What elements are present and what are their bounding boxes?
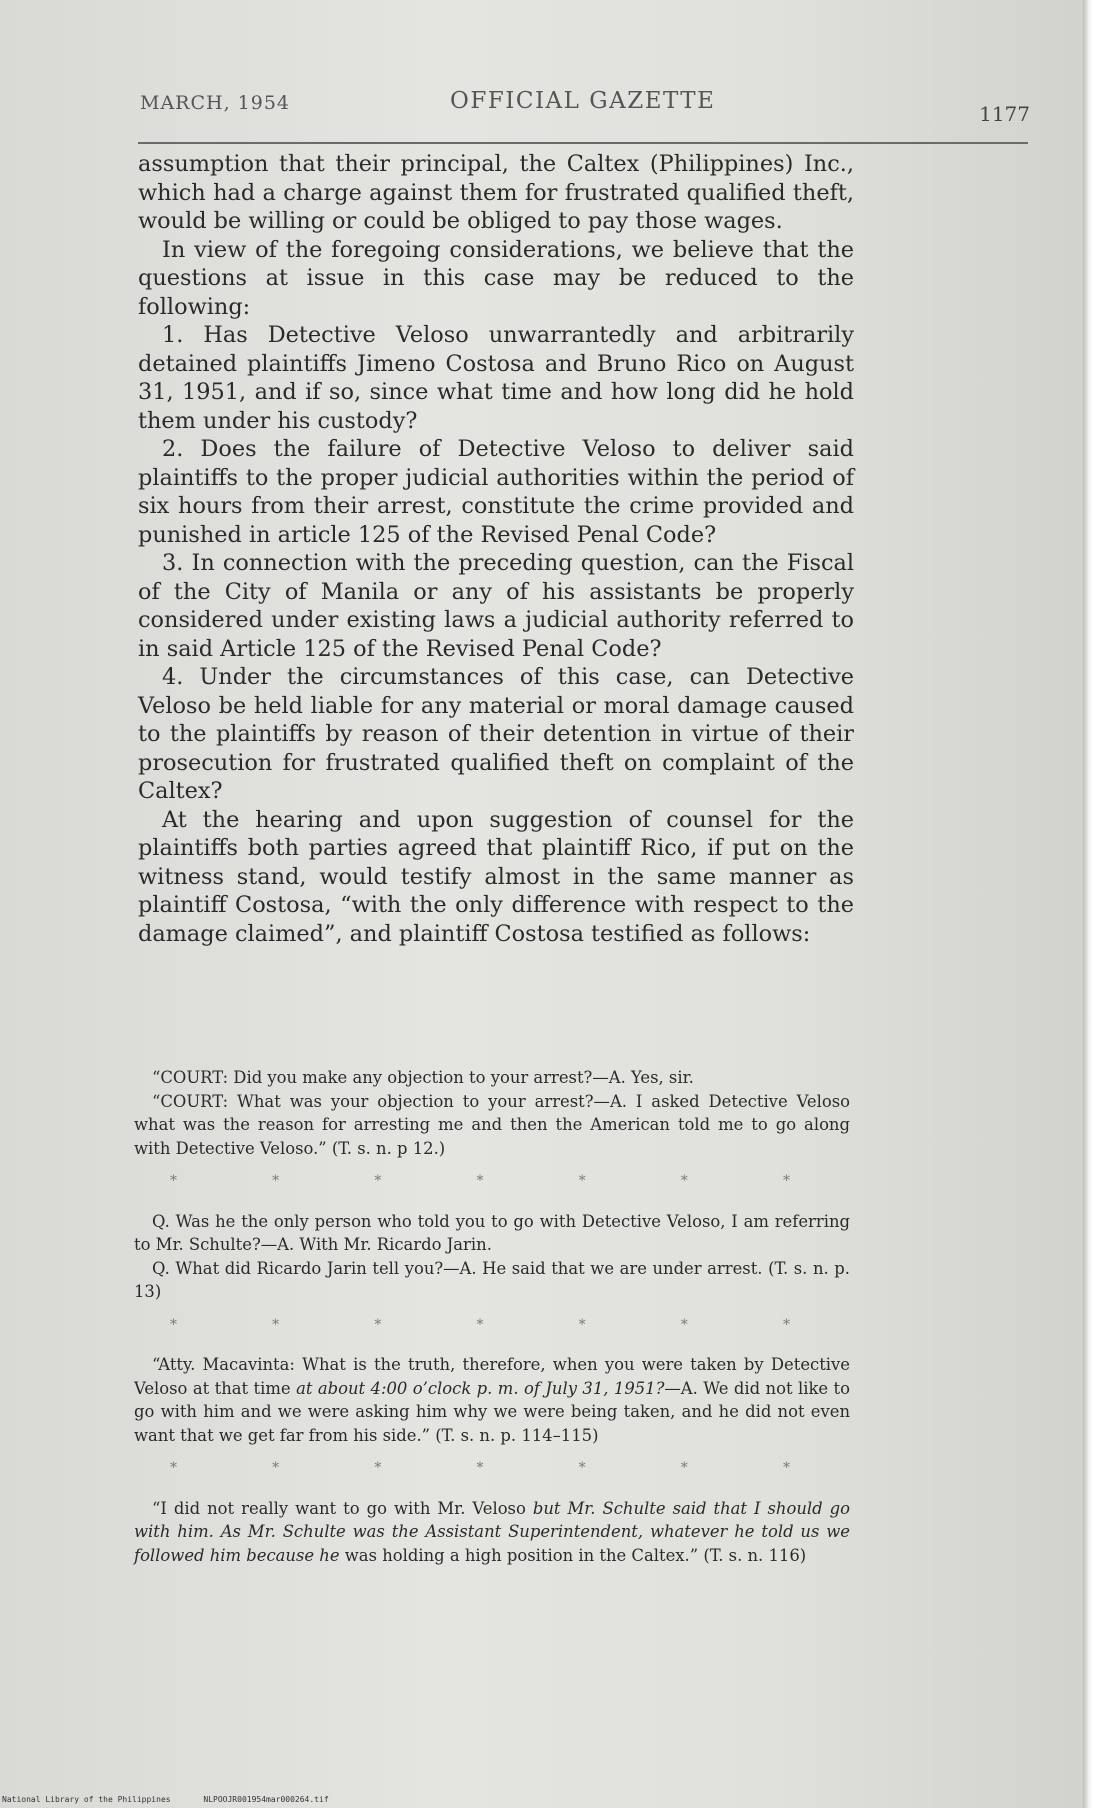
question-2: 2. Does the failure of Detective Veloso to deliver said plaintiffs to the proper judicial authorities within the period of six hours from their arrest, constitute the crime provided and punished in article 125 of the Revised Penal Code? — [138, 436, 854, 548]
asterisk: * — [374, 1173, 382, 1189]
asterisk: * — [782, 1460, 790, 1476]
running-header — [140, 88, 1030, 128]
page-edge — [1083, 0, 1093, 1808]
ellipsis-separator — [134, 1457, 850, 1481]
asterisk: * — [782, 1173, 790, 1189]
asterisk: * — [680, 1316, 688, 1333]
paragraph: At the hearing and upon suggestion of counsel for the plaintiffs both parties agreed that plaintiff Rico, if put on the witness stand, would testify almost in the same manner as plaintiff Costosa, “with the only difference with respect to the damage claimed”, and plaintiff Costosa testified as follows: — [138, 806, 854, 947]
asterisk: * — [476, 1316, 484, 1333]
issue-date: MARCH, 1954 — [140, 92, 291, 114]
asterisk: * — [374, 1316, 382, 1333]
library-credit: National Library of the Philippines — [2, 1795, 171, 1804]
asterisk: * — [272, 1316, 280, 1333]
testimony-line — [134, 1353, 850, 1447]
file-name: NLPOOJR001954mar000264.tif — [203, 1795, 329, 1804]
testimony-text: “Atty. Macavinta: What is the truth, therefore, when you were taken by Detective Veloso at that time — [134, 1355, 850, 1398]
question-3: 3. In connection with the preceding question, can the Fiscal of the City of Manila or any of his assistants be properly considered under existing laws a judicial authority referred to in said Article 125 of the Revised Penal Code? — [138, 550, 854, 662]
asterisk: * — [272, 1173, 280, 1189]
testimony-italic: at about 4:00 o’clock p. m. of July 31, 1951? — [296, 1378, 665, 1398]
asterisk: * — [272, 1460, 280, 1476]
asterisk: * — [680, 1173, 688, 1189]
testimony-line: Q. Was he the only person who told you to go with Detective Veloso, I am referring to Mr. Schulte?—A. With Mr. Ricardo Jarin. — [134, 1211, 850, 1254]
question-4: 4. Under the circumstances of this case, can Detective Veloso be held liable for any material or moral damage caused to the plaintiffs by reason of their detention in virtue of their prosecution for frustrated qualified theft on complaint of the Caltex? — [138, 664, 854, 804]
testimony-text: “I did not really want to go with Mr. Veloso — [152, 1498, 533, 1518]
testimony-text: was holding a high position in the Caltex.” (T. s. n. 116) — [339, 1545, 807, 1565]
testimony-line: Q. What did Ricardo Jarin tell you?—A. He said that we are under arrest. (T. s. n. p. 13) — [134, 1258, 850, 1301]
testimony-line — [134, 1497, 850, 1568]
asterisk: * — [374, 1460, 382, 1476]
asterisk: * — [578, 1173, 586, 1189]
paragraph: In view of the foregoing considerations, we believe that the questions at issue in this case may be reduced to the following: — [138, 236, 854, 320]
ellipsis-separator — [134, 1314, 850, 1338]
asterisk: * — [782, 1316, 790, 1333]
body-text — [138, 150, 854, 948]
asterisk: * — [476, 1173, 484, 1189]
asterisk: * — [578, 1460, 586, 1476]
scan-footer — [2, 1795, 357, 1804]
paragraph: assumption that their principal, the Caltex (Philippines) Inc., which had a charge against them for frustrated qualified theft, would be willing or could be obliged to pay those wages. — [138, 151, 854, 234]
testimony-line: “COURT: Did you make any objection to your arrest?—A. Yes, sir. — [152, 1068, 694, 1087]
page-number: 1177 — [979, 102, 1030, 126]
asterisk: * — [476, 1460, 484, 1476]
testimony-italic: but Mr. Schulte said that I should go with him. As Mr. Schulte was the Assistant Superintendent, whatever he told us we followed him because he — [134, 1498, 850, 1565]
question-1: 1. Has Detective Veloso unwarrantedly and arbitrarily detained plaintiffs Jimeno Costosa and Bruno Rico on August 31, 1951, and if so, since what time and how long did he hold them under his custody? — [138, 322, 854, 434]
asterisk: * — [578, 1316, 586, 1333]
testimony-excerpts — [134, 1066, 850, 1567]
ellipsis-separator — [134, 1170, 850, 1194]
asterisk: * — [680, 1460, 688, 1476]
header-rule — [138, 142, 1028, 144]
asterisk: * — [170, 1460, 177, 1476]
testimony-line: “COURT: What was your objection to your arrest?—A. I asked Detective Veloso what was the reason for arresting me and then the American told me to go along with Detective Veloso.” (T. s. n. p 12.) — [134, 1091, 850, 1158]
publication-title: OFFICIAL GAZETTE — [450, 88, 716, 114]
asterisk: * — [170, 1173, 177, 1189]
testimony-text: —A. We did not like to go with him and we were asking him why we were being taken, and he did not even want that we get far from his side.” (T. s. n. p. 114–115) — [134, 1378, 850, 1445]
asterisk: * — [170, 1316, 177, 1333]
